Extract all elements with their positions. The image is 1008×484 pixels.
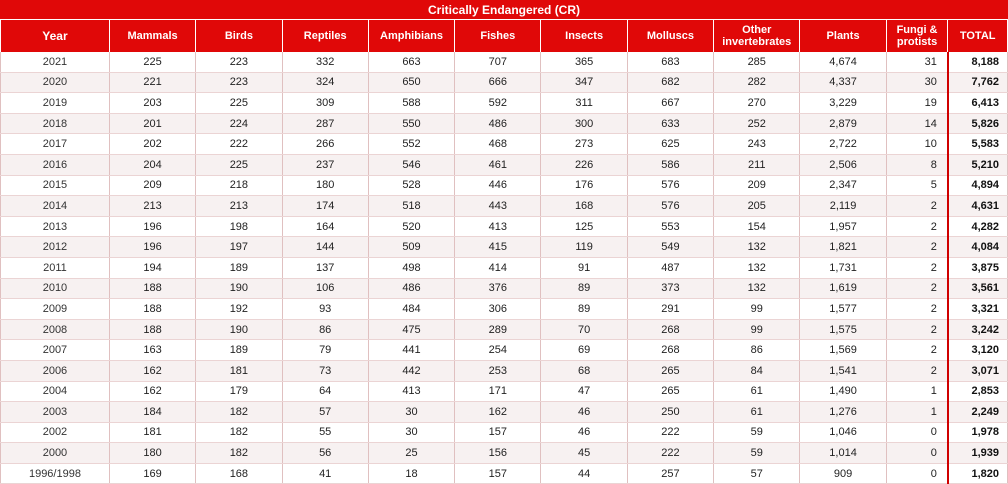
cell-year: 2012	[1, 237, 110, 258]
cell-total: 1,978	[948, 422, 1008, 443]
cell-amphibians: 588	[368, 93, 454, 114]
table-row	[1, 52, 1008, 72]
cell-fishes: 254	[455, 340, 541, 361]
table-header	[1, 20, 1008, 52]
cell-fungi-protists: 2	[886, 299, 948, 320]
cell-year: 2017	[1, 134, 110, 155]
cell-birds: 168	[196, 463, 282, 484]
cell-mammals: 162	[109, 360, 195, 381]
cell-other-invertebrates: 285	[714, 52, 800, 72]
cell-year: 1996/1998	[1, 463, 110, 484]
cell-insects: 44	[541, 463, 627, 484]
cell-molluscs: 265	[627, 381, 713, 402]
cell-plants: 1,821	[800, 237, 886, 258]
cell-total: 3,242	[948, 319, 1008, 340]
cell-birds: 181	[196, 360, 282, 381]
cell-reptiles: 93	[282, 299, 368, 320]
cell-year: 2019	[1, 93, 110, 114]
cell-plants: 2,506	[800, 154, 886, 175]
cell-fungi-protists: 8	[886, 154, 948, 175]
cell-reptiles: 332	[282, 52, 368, 72]
cell-amphibians: 484	[368, 299, 454, 320]
cell-insects: 311	[541, 93, 627, 114]
cell-amphibians: 25	[368, 443, 454, 464]
cell-molluscs: 633	[627, 113, 713, 134]
cell-fishes: 157	[455, 463, 541, 484]
cell-other-invertebrates: 154	[714, 216, 800, 237]
cell-fungi-protists: 0	[886, 443, 948, 464]
table-row	[1, 216, 1008, 237]
cell-reptiles: 56	[282, 443, 368, 464]
cell-mammals: 188	[109, 299, 195, 320]
table-row	[1, 93, 1008, 114]
cell-plants: 1,957	[800, 216, 886, 237]
cell-fishes: 468	[455, 134, 541, 155]
cell-molluscs: 667	[627, 93, 713, 114]
cell-molluscs: 576	[627, 196, 713, 217]
cell-molluscs: 222	[627, 443, 713, 464]
cell-total: 3,561	[948, 278, 1008, 299]
cell-fishes: 707	[455, 52, 541, 72]
cell-fishes: 443	[455, 196, 541, 217]
cell-birds: 190	[196, 319, 282, 340]
cell-molluscs: 222	[627, 422, 713, 443]
cell-fishes: 376	[455, 278, 541, 299]
cell-total: 2,853	[948, 381, 1008, 402]
cell-fishes: 306	[455, 299, 541, 320]
cell-amphibians: 528	[368, 175, 454, 196]
cell-total: 4,631	[948, 196, 1008, 217]
cell-mammals: 221	[109, 72, 195, 93]
cell-reptiles: 137	[282, 257, 368, 278]
cell-total: 5,210	[948, 154, 1008, 175]
cell-molluscs: 487	[627, 257, 713, 278]
cell-year: 2021	[1, 52, 110, 72]
cell-plants: 1,276	[800, 402, 886, 423]
cell-other-invertebrates: 205	[714, 196, 800, 217]
cell-year: 2016	[1, 154, 110, 175]
cell-mammals: 196	[109, 237, 195, 258]
table-row	[1, 113, 1008, 134]
cell-birds: 223	[196, 72, 282, 93]
cell-other-invertebrates: 209	[714, 175, 800, 196]
cell-amphibians: 18	[368, 463, 454, 484]
cell-insects: 226	[541, 154, 627, 175]
cr-species-table	[0, 20, 1008, 484]
cell-insects: 70	[541, 319, 627, 340]
cell-insects: 89	[541, 299, 627, 320]
cell-total: 5,583	[948, 134, 1008, 155]
cell-molluscs: 625	[627, 134, 713, 155]
cell-other-invertebrates: 57	[714, 463, 800, 484]
cell-amphibians: 498	[368, 257, 454, 278]
cell-fungi-protists: 2	[886, 278, 948, 299]
cell-birds: 179	[196, 381, 282, 402]
header-other-line1: Other	[742, 24, 772, 36]
cell-fungi-protists: 2	[886, 340, 948, 361]
table-row	[1, 381, 1008, 402]
cell-insects: 46	[541, 422, 627, 443]
cell-insects: 68	[541, 360, 627, 381]
cell-total: 8,188	[948, 52, 1008, 72]
cell-birds: 222	[196, 134, 282, 155]
cell-molluscs: 268	[627, 340, 713, 361]
header-amphibians: Amphibians	[368, 20, 454, 52]
cell-amphibians: 486	[368, 278, 454, 299]
table-row	[1, 257, 1008, 278]
cell-fungi-protists: 2	[886, 360, 948, 381]
cell-birds: 213	[196, 196, 282, 217]
cell-year: 2008	[1, 319, 110, 340]
cell-molluscs: 257	[627, 463, 713, 484]
cell-fishes: 162	[455, 402, 541, 423]
header-fishes: Fishes	[455, 20, 541, 52]
cell-insects: 125	[541, 216, 627, 237]
cell-other-invertebrates: 252	[714, 113, 800, 134]
cell-plants: 1,619	[800, 278, 886, 299]
cell-insects: 300	[541, 113, 627, 134]
cell-plants: 1,046	[800, 422, 886, 443]
cell-mammals: 188	[109, 278, 195, 299]
table-row	[1, 402, 1008, 423]
cell-fungi-protists: 2	[886, 196, 948, 217]
header-other-line2: invertebrates	[722, 36, 792, 48]
cell-other-invertebrates: 61	[714, 381, 800, 402]
cell-insects: 89	[541, 278, 627, 299]
cell-year: 2010	[1, 278, 110, 299]
cell-mammals: 202	[109, 134, 195, 155]
cell-plants: 1,575	[800, 319, 886, 340]
cell-birds: 189	[196, 257, 282, 278]
cell-fungi-protists: 2	[886, 237, 948, 258]
cell-insects: 347	[541, 72, 627, 93]
cell-mammals: 163	[109, 340, 195, 361]
cell-reptiles: 180	[282, 175, 368, 196]
cell-fungi-protists: 0	[886, 463, 948, 484]
header-other-invertebrates	[714, 20, 800, 52]
cell-other-invertebrates: 99	[714, 319, 800, 340]
cell-reptiles: 174	[282, 196, 368, 217]
cell-fungi-protists: 1	[886, 402, 948, 423]
cell-year: 2006	[1, 360, 110, 381]
cell-insects: 69	[541, 340, 627, 361]
cell-total: 2,249	[948, 402, 1008, 423]
cell-reptiles: 73	[282, 360, 368, 381]
cell-total: 5,826	[948, 113, 1008, 134]
cell-year: 2009	[1, 299, 110, 320]
cell-birds: 182	[196, 443, 282, 464]
cell-insects: 273	[541, 134, 627, 155]
cell-fungi-protists: 2	[886, 257, 948, 278]
table-row	[1, 319, 1008, 340]
cell-insects: 91	[541, 257, 627, 278]
cell-other-invertebrates: 99	[714, 299, 800, 320]
cell-amphibians: 520	[368, 216, 454, 237]
table-body	[1, 52, 1008, 484]
cell-plants: 2,722	[800, 134, 886, 155]
cell-molluscs: 268	[627, 319, 713, 340]
cell-amphibians: 442	[368, 360, 454, 381]
header-plants: Plants	[800, 20, 886, 52]
cell-other-invertebrates: 59	[714, 422, 800, 443]
header-year: Year	[1, 20, 110, 52]
cell-molluscs: 250	[627, 402, 713, 423]
cell-birds: 218	[196, 175, 282, 196]
cell-total: 3,875	[948, 257, 1008, 278]
cell-fungi-protists: 10	[886, 134, 948, 155]
cell-fishes: 253	[455, 360, 541, 381]
cell-plants: 2,347	[800, 175, 886, 196]
header-fungi-protists	[886, 20, 948, 52]
cell-year: 2015	[1, 175, 110, 196]
cell-amphibians: 518	[368, 196, 454, 217]
header-reptiles: Reptiles	[282, 20, 368, 52]
cell-reptiles: 86	[282, 319, 368, 340]
table-row	[1, 360, 1008, 381]
cell-fishes: 415	[455, 237, 541, 258]
cell-fungi-protists: 14	[886, 113, 948, 134]
cell-mammals: 213	[109, 196, 195, 217]
cell-birds: 190	[196, 278, 282, 299]
cell-reptiles: 266	[282, 134, 368, 155]
cell-mammals: 162	[109, 381, 195, 402]
cell-molluscs: 683	[627, 52, 713, 72]
cell-reptiles: 144	[282, 237, 368, 258]
cell-birds: 192	[196, 299, 282, 320]
table-row	[1, 463, 1008, 484]
cell-reptiles: 79	[282, 340, 368, 361]
cell-fishes: 156	[455, 443, 541, 464]
cell-molluscs: 682	[627, 72, 713, 93]
cell-total: 1,939	[948, 443, 1008, 464]
cell-year: 2011	[1, 257, 110, 278]
cell-molluscs: 549	[627, 237, 713, 258]
table-row	[1, 422, 1008, 443]
cell-fungi-protists: 2	[886, 319, 948, 340]
cell-other-invertebrates: 243	[714, 134, 800, 155]
cell-other-invertebrates: 132	[714, 257, 800, 278]
cell-year: 2007	[1, 340, 110, 361]
cell-plants: 909	[800, 463, 886, 484]
cell-amphibians: 550	[368, 113, 454, 134]
table-row	[1, 278, 1008, 299]
cell-fishes: 289	[455, 319, 541, 340]
cell-molluscs: 373	[627, 278, 713, 299]
cell-insects: 176	[541, 175, 627, 196]
cell-fungi-protists: 2	[886, 216, 948, 237]
cell-other-invertebrates: 132	[714, 278, 800, 299]
table-row	[1, 443, 1008, 464]
cell-amphibians: 30	[368, 402, 454, 423]
cell-amphibians: 663	[368, 52, 454, 72]
cell-mammals: 204	[109, 154, 195, 175]
cell-birds: 182	[196, 422, 282, 443]
cell-fungi-protists: 31	[886, 52, 948, 72]
cell-plants: 2,879	[800, 113, 886, 134]
cell-fungi-protists: 30	[886, 72, 948, 93]
header-molluscs: Molluscs	[627, 20, 713, 52]
cell-mammals: 188	[109, 319, 195, 340]
cell-total: 1,820	[948, 463, 1008, 484]
cell-year: 2002	[1, 422, 110, 443]
cell-plants: 1,014	[800, 443, 886, 464]
cell-fishes: 414	[455, 257, 541, 278]
cell-birds: 198	[196, 216, 282, 237]
cell-fishes: 486	[455, 113, 541, 134]
cell-fungi-protists: 1	[886, 381, 948, 402]
cell-total: 3,321	[948, 299, 1008, 320]
header-total: TOTAL	[948, 20, 1008, 52]
cell-reptiles: 237	[282, 154, 368, 175]
cell-plants: 1,577	[800, 299, 886, 320]
cell-reptiles: 57	[282, 402, 368, 423]
cell-mammals: 180	[109, 443, 195, 464]
cell-mammals: 225	[109, 52, 195, 72]
cell-molluscs: 553	[627, 216, 713, 237]
cell-total: 3,120	[948, 340, 1008, 361]
cell-other-invertebrates: 132	[714, 237, 800, 258]
cell-reptiles: 324	[282, 72, 368, 93]
table-row	[1, 154, 1008, 175]
cell-fishes: 666	[455, 72, 541, 93]
cell-year: 2000	[1, 443, 110, 464]
cell-plants: 4,337	[800, 72, 886, 93]
cell-fishes: 413	[455, 216, 541, 237]
cell-molluscs: 586	[627, 154, 713, 175]
cell-reptiles: 309	[282, 93, 368, 114]
cell-reptiles: 64	[282, 381, 368, 402]
header-fungi-line2: protists	[896, 36, 938, 48]
cell-fishes: 171	[455, 381, 541, 402]
cell-other-invertebrates: 282	[714, 72, 800, 93]
cell-reptiles: 55	[282, 422, 368, 443]
cell-amphibians: 552	[368, 134, 454, 155]
header-birds: Birds	[196, 20, 282, 52]
cell-fishes: 461	[455, 154, 541, 175]
cell-amphibians: 30	[368, 422, 454, 443]
cell-plants: 1,490	[800, 381, 886, 402]
cell-birds: 189	[196, 340, 282, 361]
cell-amphibians: 546	[368, 154, 454, 175]
cell-mammals: 203	[109, 93, 195, 114]
cell-reptiles: 287	[282, 113, 368, 134]
cell-amphibians: 509	[368, 237, 454, 258]
cell-molluscs: 291	[627, 299, 713, 320]
cell-insects: 46	[541, 402, 627, 423]
cell-reptiles: 41	[282, 463, 368, 484]
cell-year: 2013	[1, 216, 110, 237]
cell-year: 2003	[1, 402, 110, 423]
cell-birds: 225	[196, 154, 282, 175]
cell-birds: 197	[196, 237, 282, 258]
header-fungi-line1: Fungi &	[896, 24, 938, 36]
cell-other-invertebrates: 270	[714, 93, 800, 114]
cell-fishes: 592	[455, 93, 541, 114]
cell-mammals: 181	[109, 422, 195, 443]
cell-amphibians: 650	[368, 72, 454, 93]
cell-other-invertebrates: 84	[714, 360, 800, 381]
cell-insects: 45	[541, 443, 627, 464]
cell-other-invertebrates: 211	[714, 154, 800, 175]
cell-total: 4,282	[948, 216, 1008, 237]
cell-plants: 4,674	[800, 52, 886, 72]
cell-molluscs: 265	[627, 360, 713, 381]
cell-mammals: 196	[109, 216, 195, 237]
table-row	[1, 196, 1008, 217]
cell-total: 4,084	[948, 237, 1008, 258]
cell-insects: 47	[541, 381, 627, 402]
cell-plants: 2,119	[800, 196, 886, 217]
table-row	[1, 299, 1008, 320]
cell-year: 2014	[1, 196, 110, 217]
table-row	[1, 237, 1008, 258]
cell-other-invertebrates: 59	[714, 443, 800, 464]
cell-other-invertebrates: 86	[714, 340, 800, 361]
cell-fungi-protists: 19	[886, 93, 948, 114]
cell-plants: 1,569	[800, 340, 886, 361]
table-row	[1, 72, 1008, 93]
cell-mammals: 209	[109, 175, 195, 196]
cell-year: 2018	[1, 113, 110, 134]
cell-reptiles: 164	[282, 216, 368, 237]
cell-insects: 119	[541, 237, 627, 258]
cell-insects: 365	[541, 52, 627, 72]
cell-amphibians: 441	[368, 340, 454, 361]
cell-plants: 1,541	[800, 360, 886, 381]
cell-mammals: 201	[109, 113, 195, 134]
cell-amphibians: 413	[368, 381, 454, 402]
cell-birds: 182	[196, 402, 282, 423]
cell-molluscs: 576	[627, 175, 713, 196]
cell-total: 3,071	[948, 360, 1008, 381]
cell-year: 2004	[1, 381, 110, 402]
cell-insects: 168	[541, 196, 627, 217]
cell-total: 4,894	[948, 175, 1008, 196]
cell-fungi-protists: 0	[886, 422, 948, 443]
header-mammals: Mammals	[109, 20, 195, 52]
header-insects: Insects	[541, 20, 627, 52]
table-row	[1, 340, 1008, 361]
cell-fishes: 157	[455, 422, 541, 443]
cell-total: 7,762	[948, 72, 1008, 93]
cell-birds: 224	[196, 113, 282, 134]
table-title: Critically Endangered (CR)	[0, 0, 1008, 20]
cell-mammals: 194	[109, 257, 195, 278]
table-row	[1, 175, 1008, 196]
cell-reptiles: 106	[282, 278, 368, 299]
cell-plants: 3,229	[800, 93, 886, 114]
cell-total: 6,413	[948, 93, 1008, 114]
cell-birds: 225	[196, 93, 282, 114]
cell-mammals: 169	[109, 463, 195, 484]
cell-other-invertebrates: 61	[714, 402, 800, 423]
cell-amphibians: 475	[368, 319, 454, 340]
cell-birds: 223	[196, 52, 282, 72]
table-row	[1, 134, 1008, 155]
cell-mammals: 184	[109, 402, 195, 423]
cell-fishes: 446	[455, 175, 541, 196]
cell-fungi-protists: 5	[886, 175, 948, 196]
cell-plants: 1,731	[800, 257, 886, 278]
cell-year: 2020	[1, 72, 110, 93]
